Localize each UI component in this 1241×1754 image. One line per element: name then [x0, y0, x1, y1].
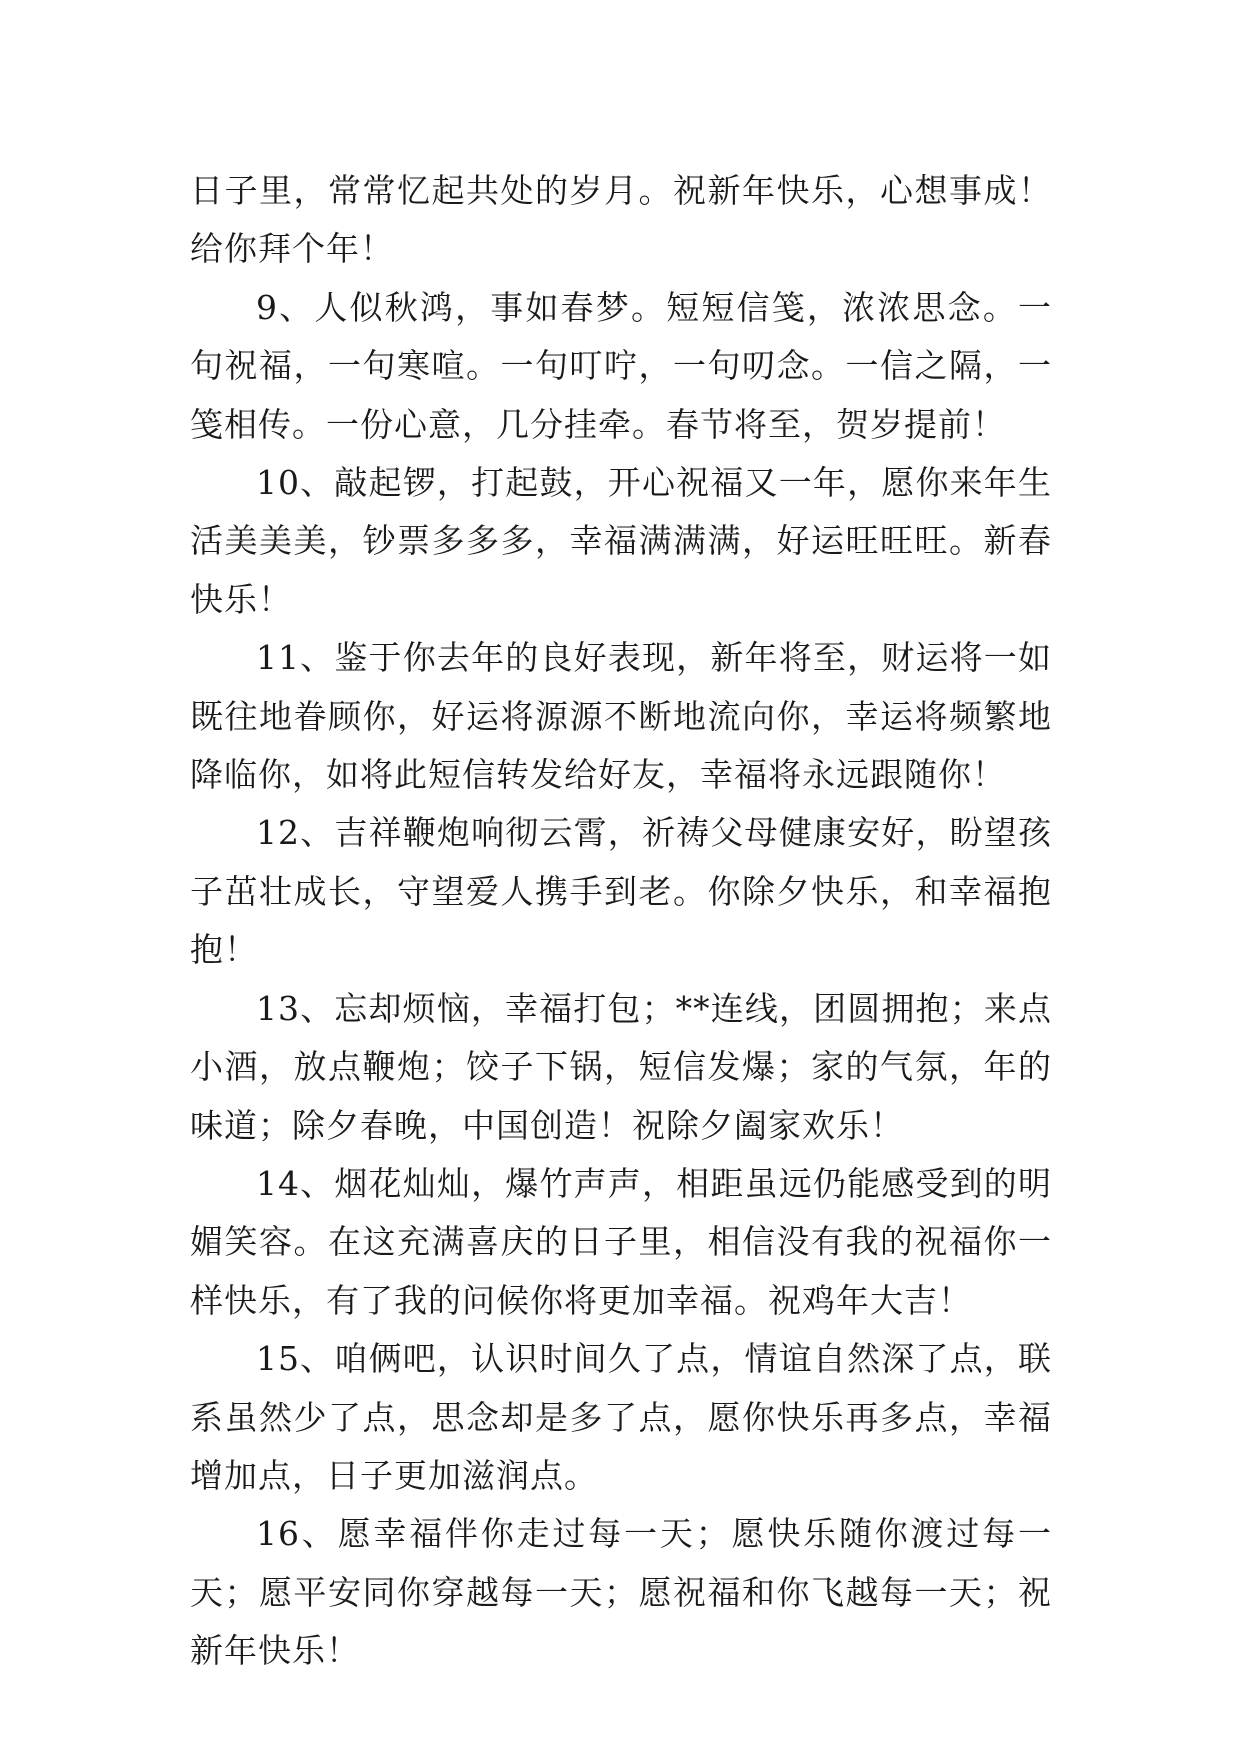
- greeting-item-10: 10、敲起锣，打起鼓，开心祝福又一年，愿你来年生活美美美，钞票多多多，幸福满满满，好运旺旺旺。新春快乐！: [190, 463, 1052, 619]
- greeting-item-14: 14、烟花灿灿，爆竹声声，相距虽远仍能感受到的明媚笑容。在这充满喜庆的日子里，相信没有我的祝福你一样快乐，有了我的问候你将更加幸福。祝鸡年大吉！: [190, 1163, 1052, 1320]
- greeting-item-13: 13、忘却烦恼，幸福打包；**连线，团圆拥抱；来点小酒，放点鞭炮；饺子下锅，短信发爆；家的气氛，年的味道；除夕春晚，中国创造！祝除夕阖家欢乐！: [190, 988, 1052, 1145]
- greeting-item-12: 12、吉祥鞭炮响彻云霄，祈祷父母健康安好，盼望孩子茁壮成长，守望爱人携手到老。你除夕快乐，和幸福抱抱！: [190, 813, 1052, 970]
- paragraph-continuation: 日子里，常常忆起共处的岁月。祝新年快乐，心想事成！给你拜个年！: [190, 171, 1052, 269]
- greeting-item-9: 9、人似秋鸿，事如春梦。短短信笺，浓浓思念。一句祝福，一句寒喧。一句叮咛，一句叨念。一信之隔，一笺相传。一份心意，几分挂牵。春节将至，贺岁提前！: [190, 287, 1052, 444]
- greeting-item-15: 15、咱俩吧，认识时间久了点，情谊自然深了点，联系虽然少了点，思念却是多了点，愿你快乐再多点，幸福增加点，日子更加滋润点。: [190, 1339, 1052, 1495]
- document-body: [190, 162, 1052, 1681]
- greeting-item-11: 11、鉴于你去年的良好表现，新年将至，财运将一如既往地眷顾你，好运将源源不断地流向你，幸运将频繁地降临你，如将此短信转发给好友，幸福将永远跟随你！: [190, 638, 1052, 795]
- greeting-item-16: 16、愿幸福伴你走过每一天；愿快乐随你渡过每一天；愿平安同你穿越每一天；愿祝福和你飞越每一天；祝新年快乐！: [190, 1514, 1052, 1671]
